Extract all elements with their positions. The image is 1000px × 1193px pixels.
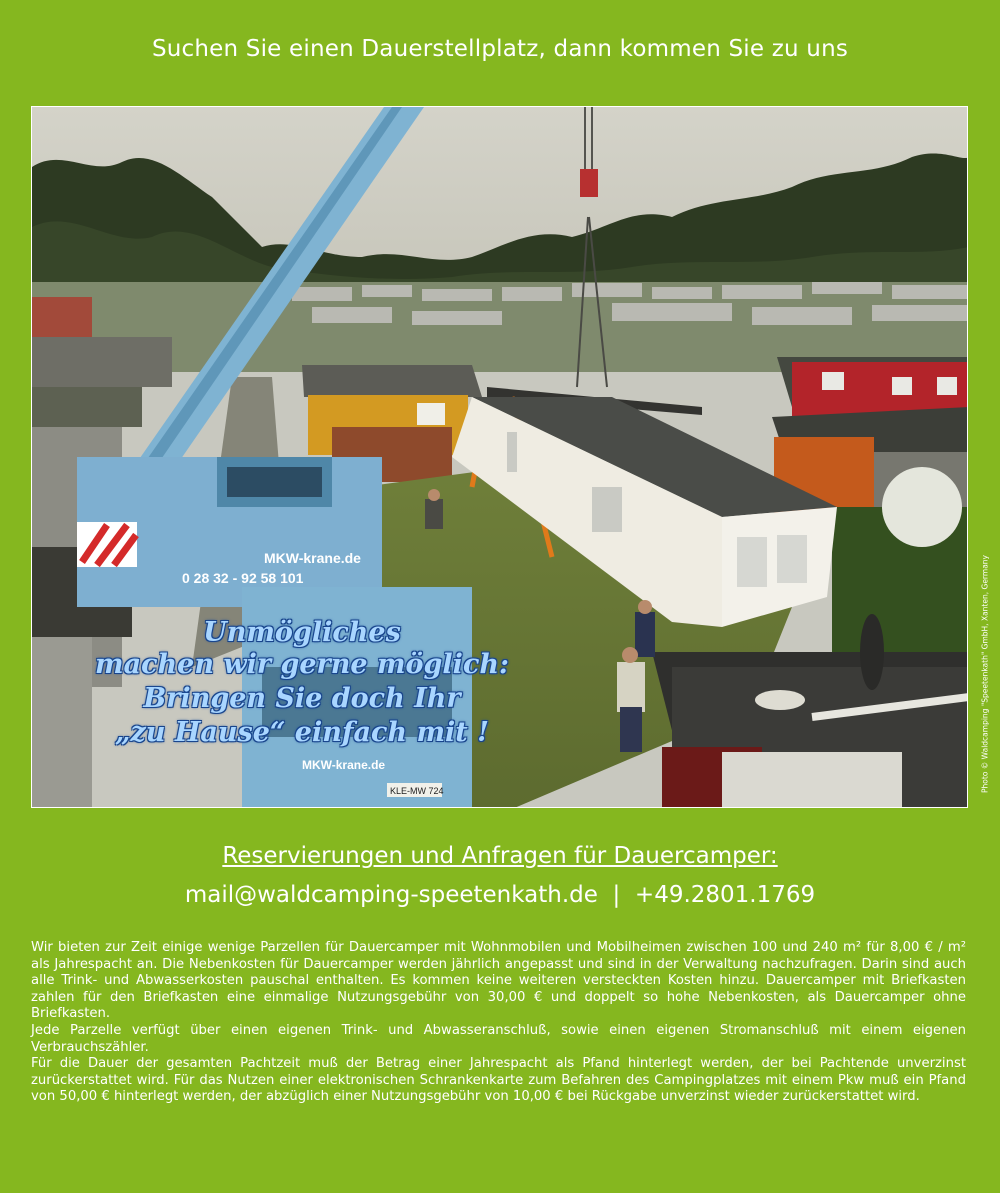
slogan-line-2: machen wir gerne möglich: xyxy=(95,649,509,680)
reservation-heading: Reservierungen und Anfragen für Dauercamper: xyxy=(222,843,778,869)
crane-brand-label: MKW-krane.de xyxy=(264,550,361,566)
terms-paragraph-3: Für die Dauer der gesamten Pachtzeit muß der Betrag einer Jahrespacht als Pfand hinterlegt werden, der bei Pachtende unverzinst zurückerstattet wird. Für das Nutzen einer elektronischen Schrankenkarte zum Befahren des Campingplatzes mit einem Pkw muß ein Pfand von 50,00 € hinterlegt werden, der abzüglich einer Nutzungsgebühr von 10,00 € bei Rückgabe unverzinst wieder zurückerstattet wird. xyxy=(31,1056,966,1105)
contact-line[interactable]: mail@waldcamping-speetenkath.de | +49.2801.1769 xyxy=(184,882,816,908)
terms-paragraph-1: Wir bieten zur Zeit einige wenige Parzellen für Dauercamper mit Wohnmobilen und Mobilheimen zwischen 100 und 240 m² für 8,00 € / m² als Jahrespacht an. Die Nebenkosten für Dauercamper werden jährlich angepasst und sind in der Verwaltung nachzufragen. Darin sind auch alle Trink- und Abwasserkosten pauschal enthalten. Es kommen keine weiteren versteckten Kosten hinzu. Dauercamper mit Briefkasten zahlen für den Briefkasten eine einmalige Nutzungsgebühr von 30,00 € und doppelt so hohe Nebenkosten, als Dauercamper ohne Briefkasten. xyxy=(31,940,966,1022)
slogan-line-1: Unmögliches xyxy=(203,617,401,648)
photo-credit-text: Photo © Waldcamping "Speetenkath" GmbH, Xanten, Germany xyxy=(980,555,990,793)
campground-photo xyxy=(31,106,968,808)
slogan-line-3: Bringen Sie doch Ihr xyxy=(143,683,461,714)
license-plate: KLE-MW 724 xyxy=(390,786,444,796)
crane-lifting-mobile-home-illustration xyxy=(32,107,968,808)
page-headline: Suchen Sie einen Dauerstellplatz, dann kommen Sie zu uns xyxy=(151,36,849,62)
slogan-line-4: „zu Hause“ einfach mit ! xyxy=(114,717,490,748)
terms-text xyxy=(31,940,966,1106)
crane-phone-label: 0 28 32 - 92 58 101 xyxy=(182,570,304,586)
photo-credit xyxy=(970,544,1000,804)
truck-brand-label: MKW-krane.de xyxy=(302,758,386,772)
terms-paragraph-2: Jede Parzelle verfügt über einen eigenen Trink- und Abwasseranschluß, sowie einen eigenen Stromanschluß mit einem eigenen Verbrauchszähler. xyxy=(31,1022,966,1055)
